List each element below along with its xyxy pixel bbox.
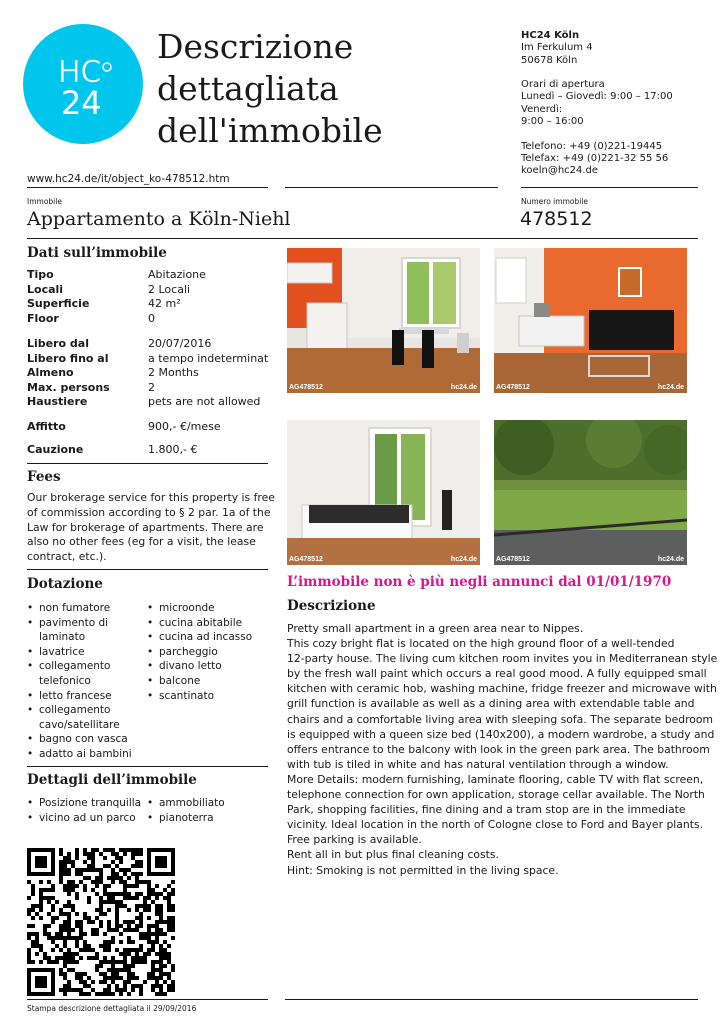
description-line: More Details: modern furnishing, laminate flooring, cable TV with flat screen, bbox=[287, 772, 704, 786]
rent-row bbox=[27, 420, 221, 435]
extras-heading: Dettagli dell’immobile bbox=[27, 772, 197, 788]
detail-key: Libero fino al bbox=[27, 351, 109, 365]
detail-row bbox=[27, 366, 268, 381]
detail-value: a tempo indeterminat bbox=[148, 351, 269, 365]
object-url[interactable]: www.hc24.de/it/object_ko-478512.htm bbox=[27, 173, 230, 185]
amenities-list-1 bbox=[27, 601, 145, 762]
rent-key: Affitto bbox=[27, 420, 66, 433]
divider bbox=[27, 766, 268, 767]
fees-line: also no other fees (eg for a visit, the lease bbox=[27, 535, 256, 549]
details-group-2 bbox=[27, 337, 268, 410]
divider bbox=[27, 999, 268, 1000]
street: Im Ferkulum 4 bbox=[521, 42, 593, 54]
description-line: Free parking is available. bbox=[287, 833, 422, 847]
amenities-heading: Dotazione bbox=[27, 576, 103, 592]
detail-key: Locali bbox=[27, 282, 64, 296]
photo-source: hc24.de bbox=[657, 384, 684, 391]
bedroom-image bbox=[287, 420, 480, 565]
photo-id: AG478512 bbox=[289, 384, 323, 391]
detail-key: Almeno bbox=[27, 366, 74, 380]
logo-glyphs bbox=[23, 24, 143, 144]
divider bbox=[285, 999, 698, 1000]
description-line: Rent all in but plus final cleaning costs. bbox=[287, 848, 499, 862]
title-line: Descrizione bbox=[157, 27, 354, 66]
detail-row bbox=[27, 381, 268, 396]
description-line: grill function is available as well as a dining area with extendable table and bbox=[287, 697, 695, 711]
living-room-image bbox=[494, 248, 687, 393]
logo-24: 24 bbox=[61, 84, 102, 122]
description-heading: Descrizione bbox=[287, 598, 376, 614]
detail-key: Haustiere bbox=[27, 395, 88, 409]
list-item: • Posizione tranquilla bbox=[27, 796, 145, 811]
kitchen-image bbox=[287, 248, 480, 393]
detail-value: 2 Months bbox=[148, 366, 199, 380]
detail-value: 2 Locali bbox=[148, 282, 191, 296]
deposit-row bbox=[27, 443, 197, 458]
photo-id: AG478512 bbox=[496, 384, 530, 391]
details-heading: Dati sull’immobile bbox=[27, 245, 167, 261]
description-line: 12-party house. The living cum kitchen room invites you in Mediterranean style bbox=[287, 652, 718, 666]
description-line: This cozy bright flat is located on the high ground floor of a well-tended bbox=[287, 637, 675, 651]
list-item: • balcone bbox=[147, 674, 268, 689]
list-item: • ammobiliato bbox=[147, 796, 268, 811]
list-item: • vicino ad un parco bbox=[27, 811, 145, 826]
detail-row bbox=[27, 268, 206, 283]
hc24-logo bbox=[23, 24, 143, 144]
photo-kitchen[interactable] bbox=[287, 248, 480, 393]
property-number: 478512 bbox=[520, 208, 593, 230]
property-number-label: Numero immobile bbox=[521, 197, 589, 206]
deposit-key: Cauzione bbox=[27, 443, 84, 456]
hours-friday-time: 9:00 – 16:00 bbox=[521, 116, 584, 128]
list-item: • non fumatore bbox=[27, 601, 145, 616]
detail-key: Libero dal bbox=[27, 337, 89, 350]
detail-key: Max. persons bbox=[27, 380, 110, 394]
divider bbox=[521, 187, 698, 188]
detail-value: 0 bbox=[148, 311, 155, 325]
details-group-1 bbox=[27, 268, 206, 326]
photo-balcony-view[interactable] bbox=[494, 420, 687, 565]
description-line: Park, shopping facilities, fine dining and a tram stop are in the immediate bbox=[287, 803, 686, 817]
detail-key: Floor bbox=[27, 311, 59, 325]
extras-list-2 bbox=[147, 796, 268, 825]
list-item: • pavimento di laminato bbox=[27, 616, 145, 645]
detail-key: Tipo bbox=[27, 268, 54, 281]
list-item: • cucina abitabile bbox=[147, 616, 268, 631]
detail-row bbox=[27, 283, 206, 298]
detail-value: 2 bbox=[148, 380, 155, 394]
title-line: dettagliata bbox=[157, 69, 339, 108]
phone: Telefono: +49 (0)221-19445 bbox=[521, 140, 663, 152]
photo-id: AG478512 bbox=[289, 556, 323, 563]
divider bbox=[27, 187, 268, 188]
detail-key: Superficie bbox=[27, 297, 90, 311]
company-name: HC24 Köln bbox=[521, 30, 580, 41]
list-item: • bagno con vasca bbox=[27, 732, 145, 747]
print-date: Stampa descrizione dettagliata il 29/09/2016 bbox=[27, 1004, 197, 1013]
title-line: dell'immobile bbox=[157, 111, 383, 150]
deposit-value: 1.800,- € bbox=[148, 443, 198, 456]
fees-heading: Fees bbox=[27, 469, 61, 485]
detail-row bbox=[27, 312, 206, 327]
list-item: • divano letto bbox=[147, 659, 268, 674]
list-item: • pianoterra bbox=[147, 811, 268, 826]
list-item: • letto francese bbox=[27, 689, 145, 704]
fees-line: Law for brokerage of apartments. There are bbox=[27, 520, 264, 534]
description-line: by the fresh wall paint which occurs a real good mood. A fully equipped small bbox=[287, 667, 707, 681]
availability-notice: L’immobile non è più negli annunci dal 01/01/1970 bbox=[287, 574, 672, 590]
detail-row bbox=[27, 297, 206, 312]
description-line: is equipped with a queen size bed (140x200), a modern wardrobe, a study and bbox=[287, 727, 715, 741]
hours-days: Lunedì – Giovedì: 9:00 – 17:00 bbox=[521, 91, 673, 103]
description-text bbox=[287, 621, 717, 878]
list-item: • collegamento telefonico bbox=[27, 659, 145, 688]
location-pin-icon bbox=[103, 63, 111, 71]
photo-source: hc24.de bbox=[450, 384, 477, 391]
photo-living-room[interactable] bbox=[494, 248, 687, 393]
list-item: • microonde bbox=[147, 601, 268, 616]
list-item: • lavatrice bbox=[27, 645, 145, 660]
document-title bbox=[157, 26, 383, 152]
fees-line: Our brokerage service for this property is free bbox=[27, 491, 275, 504]
list-item: • collegamento cavo/satellitare bbox=[27, 703, 145, 732]
photo-id: AG478512 bbox=[496, 556, 530, 563]
divider bbox=[285, 187, 498, 188]
photo-source: hc24.de bbox=[657, 556, 684, 563]
email-link[interactable]: koeln@hc24.de bbox=[521, 165, 599, 177]
amenities-list-2 bbox=[147, 601, 268, 703]
description-line: offers entrance to the balcony with look in the green park area. The bathroom bbox=[287, 742, 710, 756]
description-line: with tub is tiled in white and has natural ventilation through a window. bbox=[287, 757, 669, 771]
hours-title: Orari di apertura bbox=[521, 79, 605, 91]
photo-source: hc24.de bbox=[450, 556, 477, 563]
property-title: Appartamento a Köln-Niehl bbox=[27, 208, 291, 230]
fees-text bbox=[27, 491, 275, 565]
detail-value: Abitazione bbox=[148, 268, 206, 281]
divider bbox=[27, 463, 268, 464]
list-item: • cucina ad incasso bbox=[147, 630, 268, 645]
photo-bedroom[interactable] bbox=[287, 420, 480, 565]
property-label: Immobile bbox=[27, 197, 62, 206]
list-item: • adatto ai bambini bbox=[27, 747, 145, 762]
list-item: • parcheggio bbox=[147, 645, 268, 660]
detail-value: 20/07/2016 bbox=[148, 337, 212, 350]
rent-value: 900,- €/mese bbox=[148, 420, 221, 433]
description-line: telephone connection for own application, storage cellar available. The North bbox=[287, 788, 705, 802]
description-line: Pretty small apartment in a green area near to Nippes. bbox=[287, 622, 584, 635]
extras-list-1 bbox=[27, 796, 145, 825]
detail-row bbox=[27, 395, 268, 410]
detail-value: pets are not allowed bbox=[148, 395, 261, 409]
fees-line: of commission according to § 2 par. 1a of the bbox=[27, 505, 271, 519]
detail-row bbox=[27, 337, 268, 352]
logo-hc: HC bbox=[58, 55, 102, 90]
hours-friday: Venerdì: bbox=[521, 103, 563, 115]
description-line: kitchen with ceramic hob, washing machine, fridge freezer and microwave with bbox=[287, 682, 717, 696]
detail-row bbox=[27, 352, 268, 367]
list-item: • scantinato bbox=[147, 689, 268, 704]
contact-block bbox=[521, 30, 673, 178]
description-line: Hint: Smoking is not permitted in the living space. bbox=[287, 863, 559, 877]
balcony-view-image bbox=[494, 420, 687, 565]
fees-line: contract, etc.). bbox=[27, 550, 107, 564]
divider bbox=[27, 238, 698, 239]
divider bbox=[27, 569, 268, 570]
detail-value: 42 m² bbox=[148, 297, 181, 311]
qr-code-icon[interactable] bbox=[27, 848, 175, 996]
fax: Telefax: +49 (0)221-32 55 56 bbox=[521, 152, 669, 164]
description-line: vicinity. Ideal location in the north of Cologne close to Ford and Bayer plants. bbox=[287, 818, 704, 832]
description-line: chairs and a comfortable living area with sleeping sofa. The separate bedroom bbox=[287, 712, 714, 726]
city: 50678 Köln bbox=[521, 54, 578, 66]
